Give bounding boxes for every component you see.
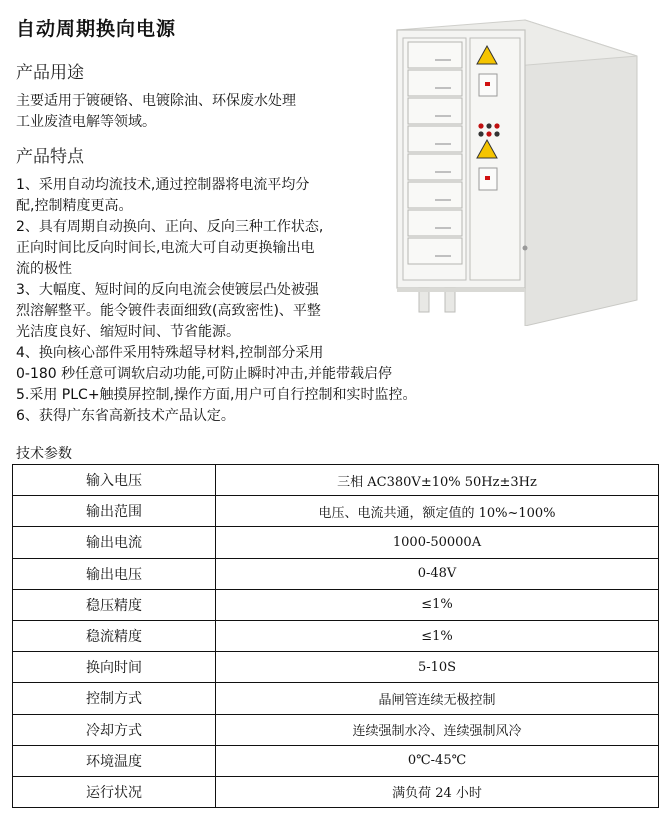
spec-label: 输出电流: [13, 527, 216, 558]
spec-value: 1000-50000A: [216, 527, 659, 558]
features-heading: 产品特点: [16, 147, 84, 167]
spec-value: ≤1%: [216, 620, 659, 651]
feature-line: 3、大幅度、短时间的反向电流会使镀层凸处被强: [16, 282, 319, 298]
feature-line: 6、获得广东省高新技术产品认定。: [16, 408, 235, 424]
indicator-light-icon: [485, 82, 490, 86]
spec-value: ≤1%: [216, 589, 659, 620]
spec-label: 控制方式: [13, 683, 216, 714]
spec-value: 0-48V: [216, 558, 659, 589]
feature-line: 4、换向核心部件采用特殊超导材料,控制部分采用: [16, 345, 324, 361]
spec-label: 输出电压: [13, 558, 216, 589]
feature-line: 0-180 秒任意可调软启动功能,可防止瞬时冲击,并能带载启停: [16, 366, 393, 382]
usage-line: 工业废渣电解等领域。: [16, 114, 156, 130]
indicator-light-icon: [485, 176, 490, 180]
table-row: [13, 496, 659, 527]
table-row: [13, 465, 659, 496]
usage-heading: 产品用途: [16, 63, 84, 83]
feature-line: 5.采用 PLC+触摸屏控制,操作方面,用户可自行控制和实时监控。: [16, 387, 417, 403]
feature-line: 光洁度良好、缩短时间、节省能源。: [16, 324, 240, 340]
specs-caption: 技术参数: [16, 446, 72, 462]
table-row: [13, 652, 659, 683]
features-text: [16, 175, 416, 427]
spec-label: 输入电压: [13, 465, 216, 496]
page-title: 自动周期换向电源: [16, 18, 177, 40]
spec-label: 换向时间: [13, 652, 216, 683]
table-row: [13, 683, 659, 714]
spec-value: 5-10S: [216, 652, 659, 683]
spec-label: 冷却方式: [13, 714, 216, 745]
usage-line: 主要适用于镀硬铬、电镀除油、环保废水处理: [16, 93, 296, 109]
spec-label: 环境温度: [13, 745, 216, 776]
spec-value: 电压、电流共通，额定值的 10%~100%: [216, 496, 659, 527]
feature-line: 1、采用自动均流技术,通过控制器将电流平均分: [16, 177, 310, 193]
table-row: [13, 745, 659, 776]
spec-label: 运行状况: [13, 776, 216, 807]
feature-line: 2、具有周期自动换向、正向、反向三种工作状态,: [16, 219, 324, 235]
spec-label: 输出范围: [13, 496, 216, 527]
spec-value: 满负荷 24 小时: [216, 776, 659, 807]
spec-label: 稳流精度: [13, 620, 216, 651]
spec-value: 三相 AC380V±10% 50Hz±3Hz: [216, 465, 659, 496]
table-row: [13, 589, 659, 620]
power-cabinet-photo: [375, 8, 660, 326]
spec-label: 稳压精度: [13, 589, 216, 620]
specs-table: [12, 464, 659, 808]
feature-line: 配,控制精度更高。: [16, 198, 133, 214]
table-row: [13, 776, 659, 807]
feature-line: 流的极性: [16, 261, 72, 277]
table-row: [13, 714, 659, 745]
table-row: [13, 558, 659, 589]
usage-text: [16, 91, 296, 133]
spec-value: 晶闸管连续无极控制: [216, 683, 659, 714]
spec-value: 0℃-45℃: [216, 745, 659, 776]
feature-line: 烈溶解整平。能令镀件表面细致(高致密性)、平整: [16, 303, 321, 319]
spec-value: 连续强制水冷、连续强制风冷: [216, 714, 659, 745]
table-row: [13, 620, 659, 651]
feature-line: 正向时间比反向时间长,电流大可自动更换输出电: [16, 240, 315, 256]
table-row: [13, 527, 659, 558]
